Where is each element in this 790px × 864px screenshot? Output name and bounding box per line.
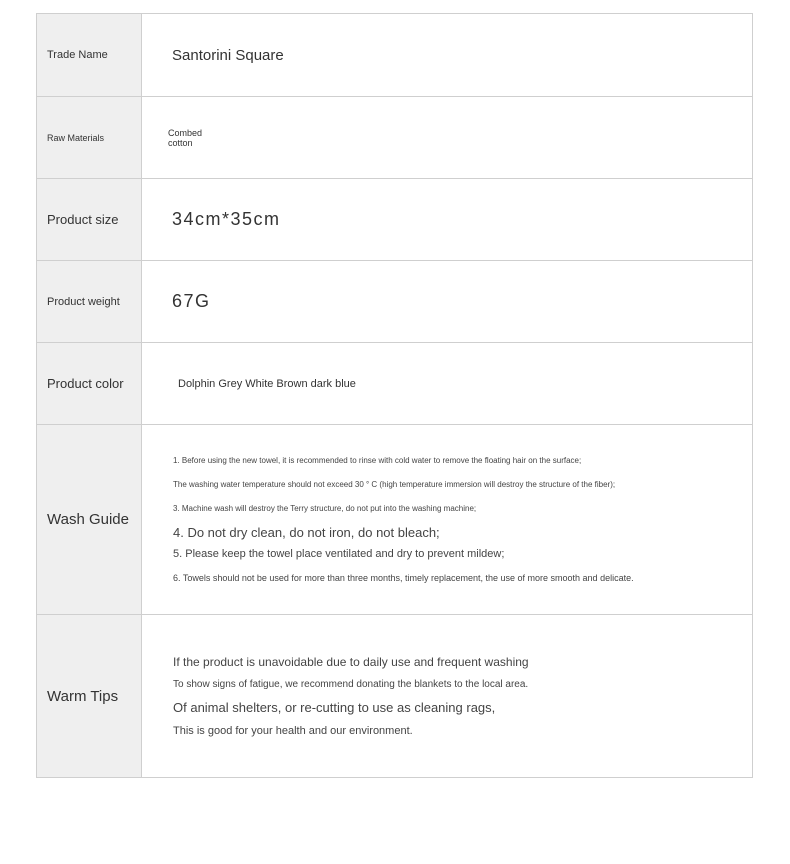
row-trade-name [37,14,752,97]
wash-guide-line: 6. Towels should not be used for more than three months, timely replacement, the use of more smooth and delicate. [173,573,634,583]
trade-name-label: Trade Name [37,14,142,96]
raw-materials-line-2: cotton [168,137,193,148]
wash-guide-line: 5. Please keep the towel place ventilated and dry to prevent mildew; [173,548,505,560]
wash-guide-list [142,425,752,614]
row-warm-tips [37,615,752,777]
row-product-weight [37,261,752,343]
wash-guide-label: Wash Guide [37,425,142,614]
row-product-size [37,179,752,261]
trade-name-value: Santorini Square [172,46,284,64]
product-color-value: Dolphin Grey White Brown dark blue [178,377,356,390]
product-weight-label: Product weight [37,261,142,342]
product-spec-table [36,13,753,778]
warm-tips-line: If the product is unavoidable due to daily use and frequent washing [173,655,529,669]
warm-tips-line: Of animal shelters, or re-cutting to use as cleaning rags, [173,700,496,715]
product-size-value: 34cm*35cm [172,209,281,229]
row-product-color [37,343,752,425]
wash-guide-line: 3. Machine wash will destroy the Terry structure, do not put into the washing machine; [173,504,477,513]
product-weight-value: 67G [172,291,211,311]
wash-guide-line: 1. Before using the new towel, it is recommended to rinse with cold water to remove the floating hair on the surface; [173,456,582,465]
row-wash-guide [37,425,752,615]
wash-guide-line: 4. Do not dry clean, do not iron, do not bleach; [173,525,440,540]
product-color-label: Product color [37,343,142,424]
row-raw-materials [37,97,752,179]
warm-tips-line: This is good for your health and our environment. [173,725,413,737]
warm-tips-label: Warm Tips [37,615,142,777]
raw-materials-label: Raw Materials [37,97,142,178]
wash-guide-line: The washing water temperature should not exceed 30 ° C (high temperature immersion will destroy the structure of the fiber); [173,480,616,489]
warm-tips-list [142,615,752,777]
product-size-label: Product size [37,179,142,260]
raw-materials-value [142,97,752,178]
raw-materials-line-1: Combed [168,127,203,138]
warm-tips-line: To show signs of fatigue, we recommend donating the blankets to the local area. [173,679,529,690]
